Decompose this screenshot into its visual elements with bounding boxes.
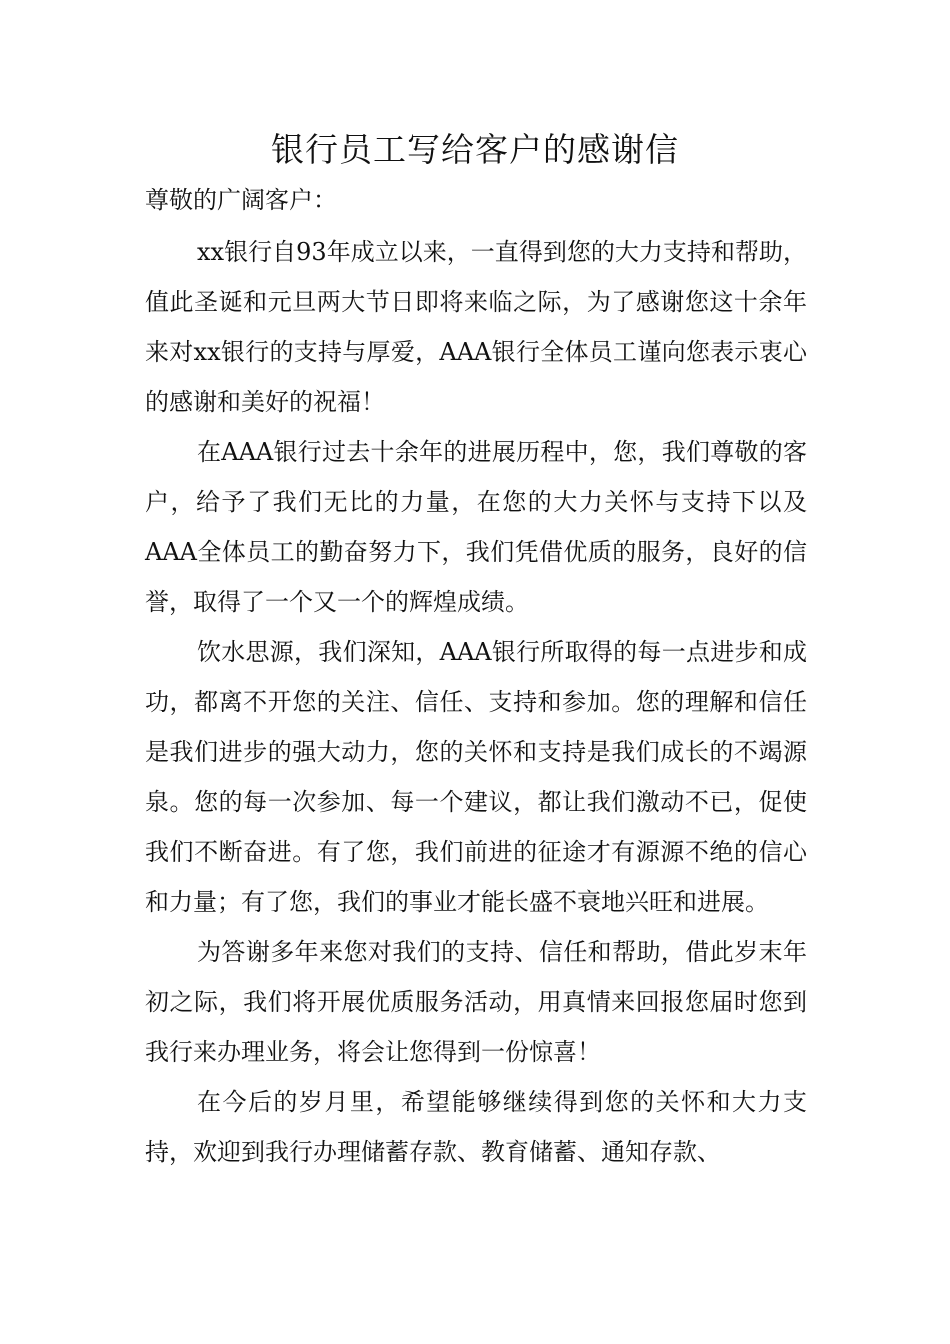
paragraph: xx银行自93年成立以来，一直得到您的大力支持和帮助，值此圣诞和元旦两大节日即将来临之际，为了感谢您这十余年来对xx银行的支持与厚爱，AAA银行全体员工谨向您表示衷心的感谢和美好的祝福！	[145, 238, 807, 416]
paragraph: 饮水思源，我们深知，AAA银行所取得的每一点进步和成功，都离不开您的关注、信任、支持和参加。您的理解和信任是我们进步的强大动力，您的关怀和支持是我们成长的不竭源泉。您的每一次参加、每一个建议，都让我们激动不已，促使我们不断奋进。有了您，我们前进的征途才有源源不绝的信心和力量；有了您，我们的事业才能长盛不衰地兴旺和进展。	[145, 638, 807, 916]
paragraph: 为答谢多年来您对我们的支持、信任和帮助，借此岁末年初之际，我们将开展优质服务活动，用真情来回报您届时您到我行来办理业务，将会让您得到一份惊喜！	[145, 938, 807, 1066]
paragraph: 在今后的岁月里，希望能够继续得到您的关怀和大力支持，欢迎到我行办理储蓄存款、教育储蓄、通知存款、	[145, 1088, 807, 1166]
salutation: 尊敬的广阔客户：	[145, 186, 337, 214]
document-title: 银行员工写给客户的感谢信	[271, 130, 679, 169]
paragraph: 在AAA银行过去十余年的进展历程中，您，我们尊敬的客户，给予了我们无比的力量，在您的大力关怀与支持下以及AAA全体员工的勤奋努力下，我们凭借优质的服务，良好的信誉，取得了一个又一个的辉煌成绩。	[145, 438, 807, 616]
letter-body	[145, 227, 807, 1177]
